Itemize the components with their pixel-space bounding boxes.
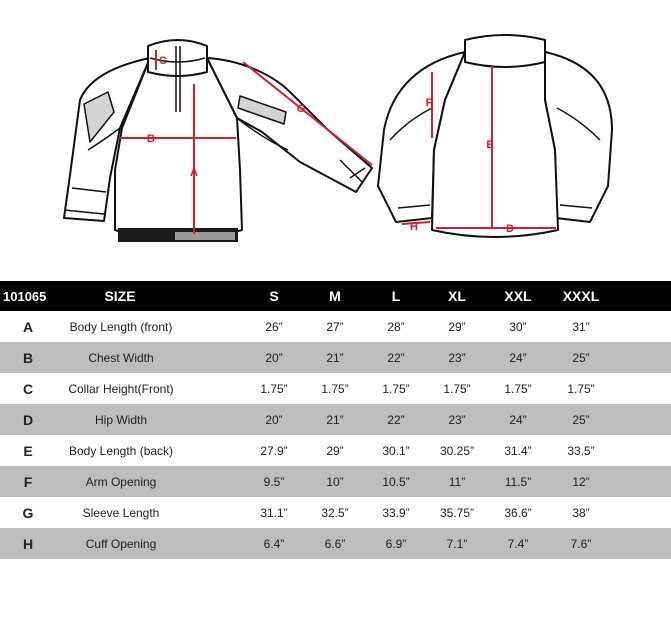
size-header-label: SIZE xyxy=(104,288,136,304)
marker-b: B xyxy=(147,133,155,145)
table-cell: 28” xyxy=(387,319,405,334)
table-cell: 24” xyxy=(509,412,527,427)
row-label: Hip Width xyxy=(94,412,147,427)
size-col-l: L xyxy=(391,288,401,304)
table-cell: 31” xyxy=(572,319,590,334)
table-cell: 30.1” xyxy=(382,443,410,458)
table-cell: 31.1” xyxy=(260,505,288,520)
marker-f: F xyxy=(425,97,433,109)
table-row xyxy=(0,311,671,342)
table-cell: 33.5” xyxy=(567,443,595,458)
table-cell: 7.1” xyxy=(446,536,468,551)
table-cell: 1.75” xyxy=(382,381,410,396)
marker-e: E xyxy=(486,139,494,151)
table-cell: 22” xyxy=(387,412,405,427)
table-cell: 20” xyxy=(265,412,283,427)
size-col-xxxl: XXXL xyxy=(562,288,600,304)
row-label: Cuff Opening xyxy=(85,536,157,551)
table-row xyxy=(0,528,671,559)
jacket-measurement-diagram xyxy=(0,0,671,270)
table-cell: 30” xyxy=(509,319,527,334)
size-col-m: M xyxy=(329,288,341,304)
jacket-front-illustration xyxy=(64,40,372,242)
row-code: E xyxy=(23,442,33,459)
table-cell: 11.5” xyxy=(504,474,532,489)
table-row xyxy=(0,373,671,404)
row-code: D xyxy=(22,411,34,428)
table-cell: 23” xyxy=(448,350,466,365)
table-cell: 25” xyxy=(572,350,590,365)
size-col-xxl: XXL xyxy=(504,288,532,304)
table-cell: 1.75” xyxy=(504,381,532,396)
table-cell: 27.9” xyxy=(260,443,288,458)
table-cell: 6.6” xyxy=(324,536,346,551)
table-cell: 10” xyxy=(326,474,344,489)
table-cell: 27” xyxy=(326,319,344,334)
table-cell: 7.4” xyxy=(507,536,529,551)
table-cell: 36.6” xyxy=(504,505,532,520)
product-code: 101065 xyxy=(3,288,47,304)
row-code: H xyxy=(22,535,34,552)
table-cell: 11” xyxy=(448,474,466,489)
table-cell: 22” xyxy=(387,350,405,365)
table-row xyxy=(0,342,671,373)
table-cell: 33.9” xyxy=(382,505,410,520)
table-cell: 1.75” xyxy=(567,381,595,396)
table-row xyxy=(0,497,671,528)
table-cell: 21” xyxy=(326,350,344,365)
jacket-back-illustration xyxy=(378,35,612,237)
table-cell: 23” xyxy=(448,412,466,427)
row-code: G xyxy=(22,504,34,521)
row-label: Body Length (back) xyxy=(68,443,174,458)
row-code: A xyxy=(22,318,34,335)
table-cell: 10.5” xyxy=(382,474,410,489)
row-code: C xyxy=(22,380,34,397)
table-cell: 32.5” xyxy=(321,505,349,520)
table-row xyxy=(0,466,671,497)
row-label: Chest Width xyxy=(88,350,154,365)
table-row xyxy=(0,435,671,466)
table-cell: 30.25” xyxy=(439,443,475,458)
size-col-s: S xyxy=(269,288,279,304)
row-label: Collar Height(Front) xyxy=(68,381,174,396)
table-row xyxy=(0,404,671,435)
table-cell: 20” xyxy=(265,350,283,365)
table-cell: 29” xyxy=(448,319,466,334)
table-cell: 1.75” xyxy=(321,381,349,396)
row-label: Sleeve Length xyxy=(82,505,160,520)
table-cell: 35.75” xyxy=(439,505,475,520)
table-cell: 21” xyxy=(326,412,344,427)
table-cell: 12” xyxy=(572,474,590,489)
table-header-row xyxy=(0,281,671,311)
marker-c: C xyxy=(159,55,167,67)
marker-h: H xyxy=(410,221,418,233)
table-cell: 9.5” xyxy=(263,474,285,489)
table-cell: 31.4” xyxy=(504,443,532,458)
table-cell: 38” xyxy=(572,505,590,520)
size-col-xl: XL xyxy=(448,288,466,304)
table-cell: 6.4” xyxy=(263,536,285,551)
table-cell: 24” xyxy=(509,350,527,365)
table-cell: 26” xyxy=(265,319,283,334)
marker-a: A xyxy=(190,167,198,179)
table-cell: 1.75” xyxy=(260,381,288,396)
table-cell: 29” xyxy=(326,443,344,458)
table-cell: 1.75” xyxy=(443,381,471,396)
row-label: Arm Opening xyxy=(85,474,157,489)
marker-g: G xyxy=(296,103,306,115)
table-cell: 6.9” xyxy=(385,536,407,551)
table-cell: 25” xyxy=(572,412,590,427)
marker-d: D xyxy=(506,223,514,235)
row-label: Body Length (front) xyxy=(69,319,173,334)
row-code: F xyxy=(23,473,33,490)
table-cell: 7.6” xyxy=(570,536,592,551)
size-chart-table xyxy=(0,281,671,559)
row-code: B xyxy=(22,349,34,366)
